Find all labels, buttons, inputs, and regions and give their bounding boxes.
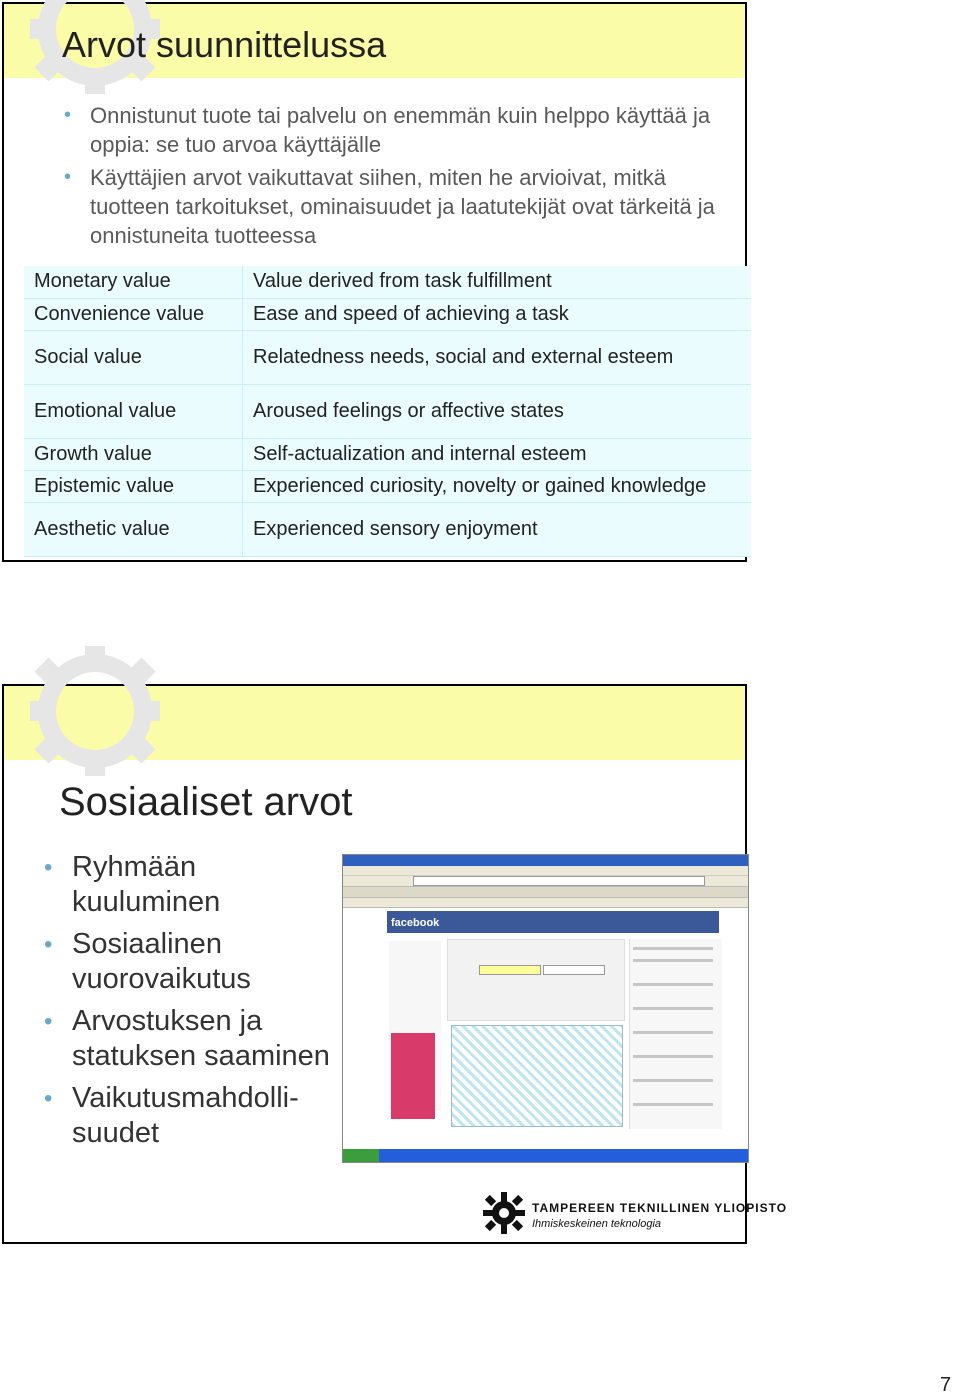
university-name: TAMPEREEN TEKNILLINEN YLIOPISTO bbox=[532, 1201, 788, 1215]
browser-address-field bbox=[413, 876, 705, 886]
value-name: Social value bbox=[24, 330, 243, 384]
sidebar-line bbox=[633, 1103, 713, 1106]
department-name: Ihmiskeskeinen teknologia bbox=[532, 1218, 662, 1230]
windows-taskbar bbox=[343, 1149, 748, 1162]
browser-tabs bbox=[343, 887, 748, 898]
table-row bbox=[24, 266, 751, 298]
tut-emblem-icon bbox=[482, 1191, 526, 1235]
sidebar-line bbox=[633, 947, 713, 950]
value-name: Emotional value bbox=[24, 384, 243, 438]
bullet-item: • Vaikutusmahdolli-suudet bbox=[44, 1081, 344, 1151]
value-description: Experienced curiosity, novelty or gained knowledge bbox=[243, 470, 752, 502]
bullet-item: • Onnistunut tuote tai palvelu on enemmän kuin helppo käyttää ja oppia: se tuo arvoa käyttäjälle bbox=[64, 101, 724, 159]
sidebar-line bbox=[633, 959, 713, 962]
password-field bbox=[543, 965, 605, 975]
university-logo bbox=[482, 1191, 788, 1235]
value-name: Convenience value bbox=[24, 298, 243, 330]
slide-values-in-design bbox=[2, 2, 747, 562]
find-friends-box bbox=[447, 939, 625, 1021]
browser-bookmarks bbox=[343, 898, 748, 908]
slide-social-values bbox=[2, 684, 788, 1244]
slide-title: Arvot suunnittelussa bbox=[62, 24, 387, 65]
magazine-ad-image bbox=[391, 1033, 435, 1119]
bullet-item: • Ryhmään kuuluminen bbox=[44, 850, 344, 920]
value-description: Ease and speed of achieving a task bbox=[243, 298, 752, 330]
value-description: Experienced sensory enjoyment bbox=[243, 502, 752, 556]
bullet-list bbox=[64, 101, 724, 254]
start-button bbox=[343, 1149, 379, 1162]
table-row bbox=[24, 330, 751, 384]
sidebar-line bbox=[633, 1007, 713, 1010]
facebook-screenshot-image bbox=[342, 854, 749, 1163]
facebook-logo: facebook bbox=[391, 917, 440, 929]
value-name: Aesthetic value bbox=[24, 502, 243, 556]
sidebar-line bbox=[633, 983, 713, 986]
table-row bbox=[24, 470, 751, 502]
values-table bbox=[24, 266, 751, 557]
browser-titlebar bbox=[343, 855, 748, 866]
email-field bbox=[479, 965, 541, 975]
bullet-item: • Sosiaalinen vuorovaikutus bbox=[44, 927, 344, 997]
browser-menubar bbox=[343, 866, 748, 876]
bullet-list bbox=[44, 850, 344, 1158]
table-row bbox=[24, 384, 751, 438]
value-name: Epistemic value bbox=[24, 470, 243, 502]
slide-title: Sosiaaliset arvot bbox=[59, 780, 353, 824]
value-description: Self-actualization and internal esteem bbox=[243, 438, 752, 470]
value-name: Growth value bbox=[24, 438, 243, 470]
value-name: Monetary value bbox=[24, 266, 243, 298]
sidebar-line bbox=[633, 1031, 713, 1034]
table-row bbox=[24, 298, 751, 330]
table-row bbox=[24, 502, 751, 556]
bullet-item: • Arvostuksen ja statuksen saaminen bbox=[44, 1004, 344, 1074]
sidebar-line bbox=[633, 1055, 713, 1058]
page-number: 7 bbox=[940, 1374, 952, 1396]
value-description: Relatedness needs, social and external esteem bbox=[243, 330, 752, 384]
facebook-right-column bbox=[629, 939, 722, 1129]
table-row bbox=[24, 438, 751, 470]
value-description: Value derived from task fulfillment bbox=[243, 266, 752, 298]
value-description: Aroused feelings or affective states bbox=[243, 384, 752, 438]
sidebar-line bbox=[633, 1079, 713, 1082]
bullet-item: • Käyttäjien arvot vaikuttavat siihen, miten he arvioivat, mitkä tuotteen tarkoitukset, ominaisuudet ja laatutekijät ovat tärkeitä ja onnistuneita tuotteessa bbox=[64, 163, 724, 250]
hatched-placeholder bbox=[451, 1025, 623, 1127]
